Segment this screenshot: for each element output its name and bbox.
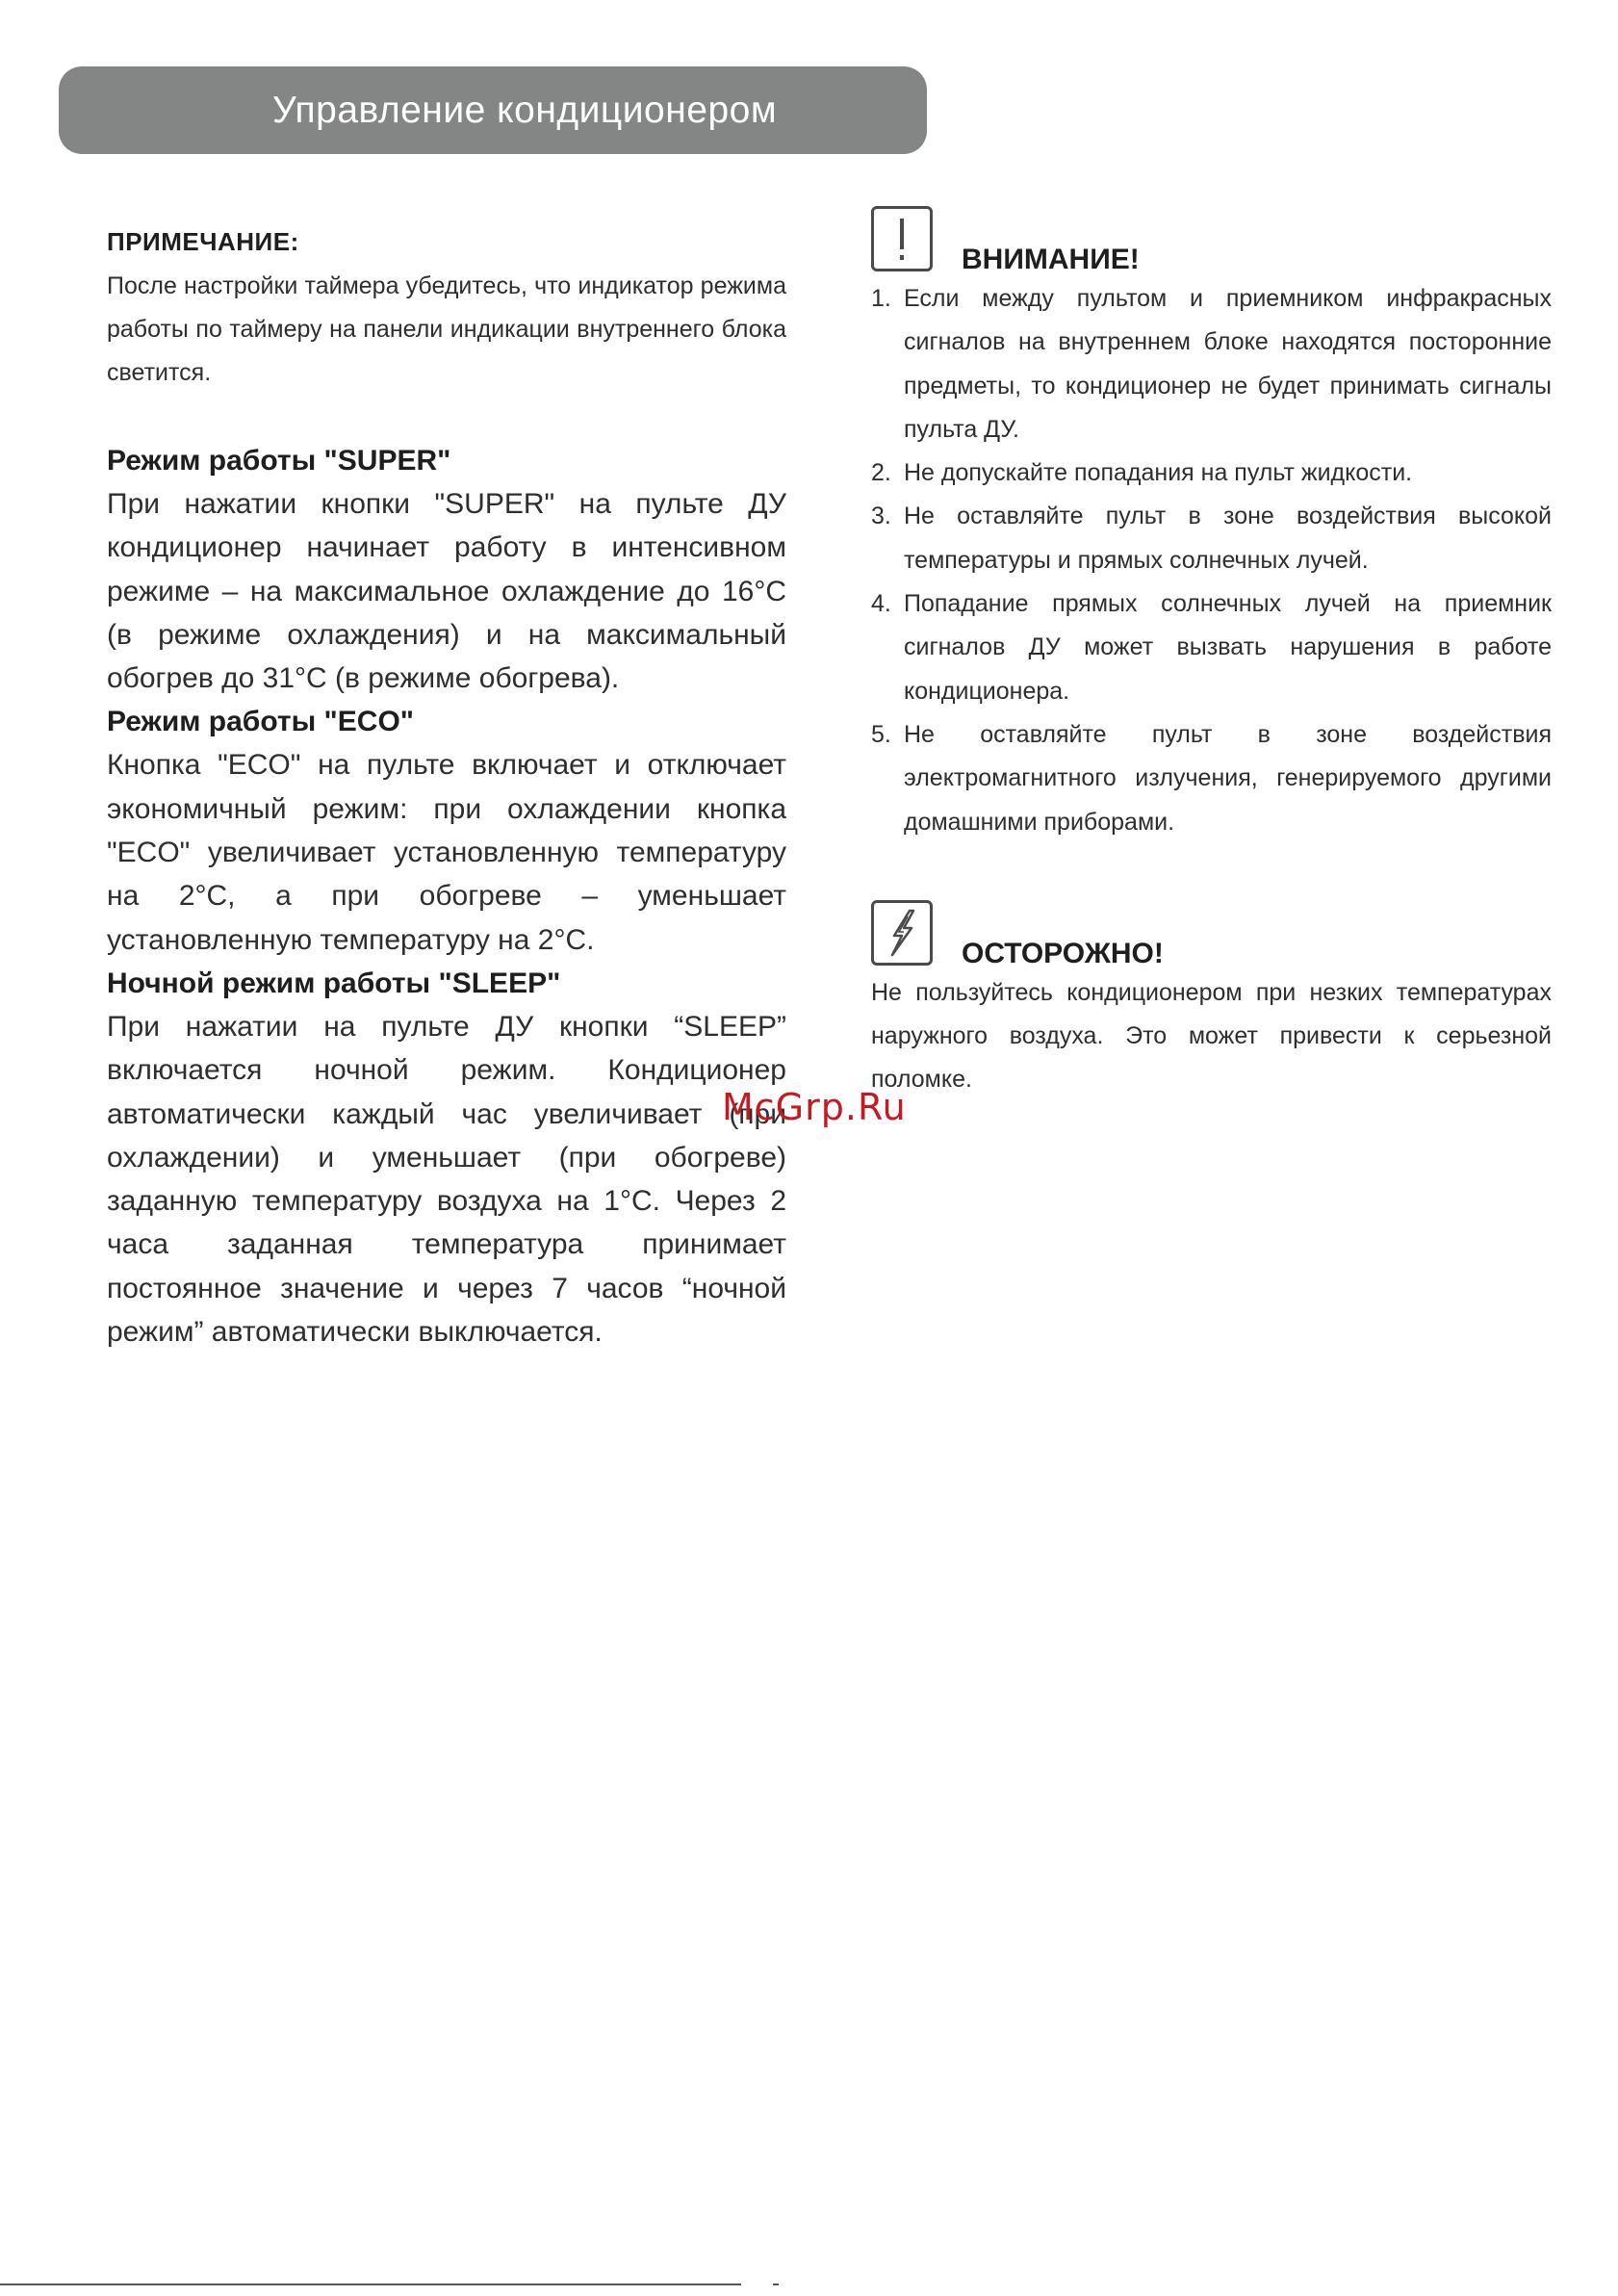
mode-section-sleep bbox=[107, 962, 786, 1354]
footer-divider bbox=[0, 2283, 741, 2285]
mode-text-super: При нажатии кнопки "SUPER" на пульте ДУ кондиционер начинает работу в интенсивном режиме – на максимальное охлаждение до 16°С (в режиме охлаждения) и на максимальный обогрев до 31°С (в режиме обогрева). bbox=[107, 488, 786, 695]
list-item: 5. Не оставляйте пульт в зоне воздействия электромагнитного излучения, генерируемого другими домашними приборами. bbox=[871, 720, 1552, 836]
lightning-icon bbox=[871, 900, 933, 966]
left-column bbox=[107, 224, 786, 1354]
mode-section-super bbox=[107, 439, 786, 700]
mode-section-eco bbox=[107, 700, 786, 961]
caution-block bbox=[871, 894, 1552, 1102]
caution-title: ОСТОРОЖНО! bbox=[962, 937, 1164, 969]
list-item: 3. Не оставляйте пульт в зоне воздействия высокой температуры и прямых солнечных лучей. bbox=[871, 503, 1552, 574]
mode-text-eco: Кнопка "ECO" на пульте включает и отключает экономичный режим: при охлаждении кнопка "ECO" увеличивает установленную температуру на 2°С, а при обогреве – уменьшает установленную температуру на 2°С. bbox=[107, 749, 786, 956]
exclamation-icon bbox=[871, 206, 933, 271]
caution-header bbox=[871, 894, 1552, 969]
watermark: McGrp.Ru bbox=[722, 1086, 907, 1128]
footer-divider-dot bbox=[773, 2283, 779, 2285]
mode-text-sleep: При нажатии на пульте ДУ кнопки “SLEEP” включается ночной режим. Кондиционер автоматически каждый час увеличивает (при охлаждении) и уменьшает (при обогреве) заданную температуру воздуха на 1°С. Через 2 часа заданная температура принимает постоянное значение и через 7 часов “ночной режим” автоматически выключается. bbox=[107, 1010, 786, 1349]
attention-list bbox=[871, 277, 1552, 844]
list-item: 1. Если между пультом и приемником инфракрасных сигналов на внутреннем блоке находятся посторонние предметы, то кондиционер не будет принимать сигналы пульта ДУ. bbox=[871, 285, 1552, 443]
caution-text: Не пользуйтесь кондиционером при незких температурах наружного воздуха. Это может привести к серьезной поломке. bbox=[871, 978, 1552, 1094]
mode-heading-super: Режим работы "SUPER" bbox=[107, 445, 451, 477]
right-column bbox=[871, 200, 1552, 1102]
note-text: После настройки таймера убедитесь, что индикатор режима работы по таймеру на панели индикации внутреннего блока светится. bbox=[107, 272, 786, 386]
page-title: Управление кондиционером bbox=[272, 90, 778, 131]
list-item: 2. Не допускайте попадания на пульт жидкости. bbox=[871, 459, 1413, 487]
attention-header bbox=[871, 200, 1552, 275]
section-header-bar bbox=[59, 66, 927, 154]
mode-heading-sleep: Ночной режим работы "SLEEP" bbox=[107, 967, 561, 999]
attention-title: ВНИМАНИЕ! bbox=[962, 244, 1140, 275]
mode-heading-eco: Режим работы "ECO" bbox=[107, 706, 415, 738]
list-item: 4. Попадание прямых солнечных лучей на приемник сигналов ДУ может вызвать нарушения в работе кондиционера. bbox=[871, 590, 1552, 705]
note-heading: ПРИМЕЧАНИЕ: bbox=[107, 227, 299, 256]
